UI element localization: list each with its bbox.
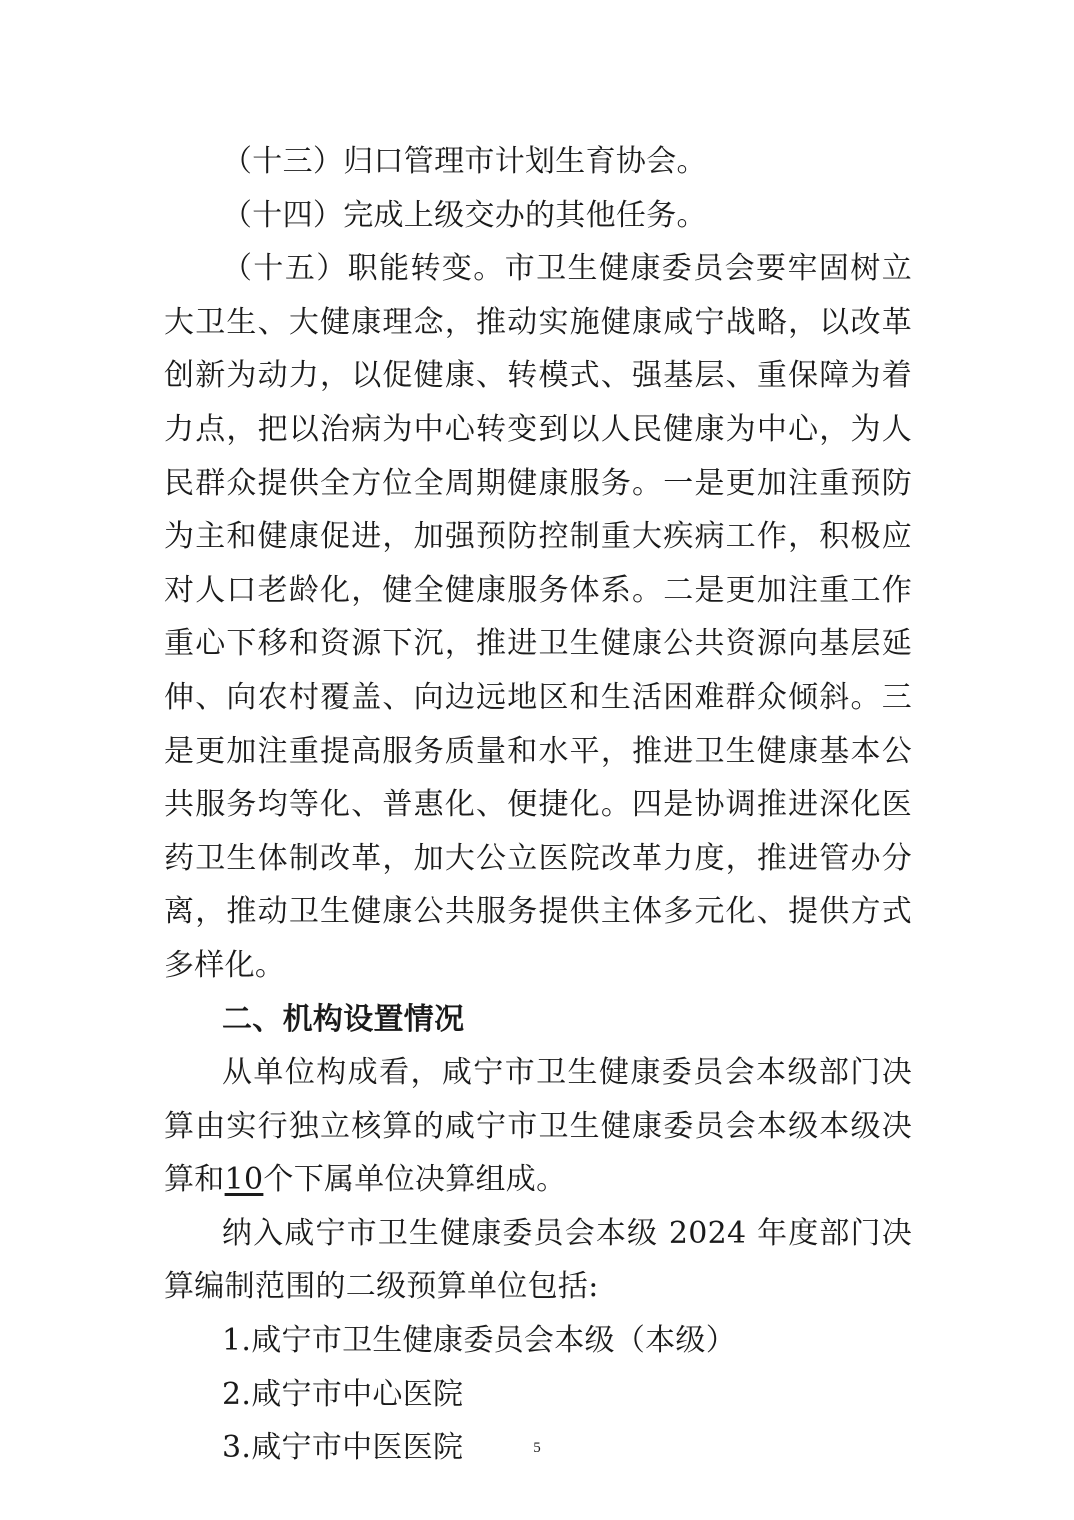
composition-text-part2: 个下属单位决算组成。 [263, 1162, 567, 1198]
composition-number: 10 [224, 1162, 264, 1198]
composition-text-part1: 从单位构成看，咸宁市卫生健康委员会本级部门决算由实行独立核算的咸宁市卫生健康委员会本级本级决算和 [164, 1055, 912, 1198]
paragraph-item-15: （十五）职能转变。市卫生健康委员会要牢固树立大卫生、大健康理念，推动实施健康咸宁战略，以改革创新为动力，以促健康、转模式、强基层、重保障为着力点，把以治病为中心转变到以人民健康为中心，为人民群众提供全方位全周期健康服务。一是更加注重预防为主和健康促进，加强预防控制重大疾病工作，积极应对人口老龄化，健全健康服务体系。二是更加注重工作重心下移和资源下沉，推进卫生健康公共资源向基层延伸、向农村覆盖、向边远地区和生活困难群众倾斜。三是更加注重提高服务质量和水平，推进卫生健康基本公共服务均等化、普惠化、便捷化。四是协调推进深化医药卫生体制改革，加大公立医院改革力度，推进管办分离，推动卫生健康公共服务提供主体多元化、提供方式多样化。 [164, 251, 912, 983]
unit-list-item-2: 2.咸宁市中心医院 [222, 1376, 464, 1412]
paragraph-item-13: （十三）归口管理市计划生育协会。 [222, 144, 707, 179]
paragraph-scope: 纳入咸宁市卫生健康委员会本级 2024 年度部门决算编制范围的二级预算单位包括: [164, 1215, 912, 1305]
unit-list-item-3: 3.咸宁市中医医院 [222, 1430, 464, 1466]
paragraph-item-14: （十四）完成上级交办的其他任务。 [222, 197, 707, 233]
section-heading: 二、机构设置情况 [222, 1001, 465, 1037]
page-number: 5 [533, 1440, 541, 1456]
document-body [164, 135, 912, 1475]
paragraph-composition [164, 1046, 912, 1207]
unit-list-item-1: 1.咸宁市卫生健康委员会本级（本级） [222, 1323, 737, 1359]
